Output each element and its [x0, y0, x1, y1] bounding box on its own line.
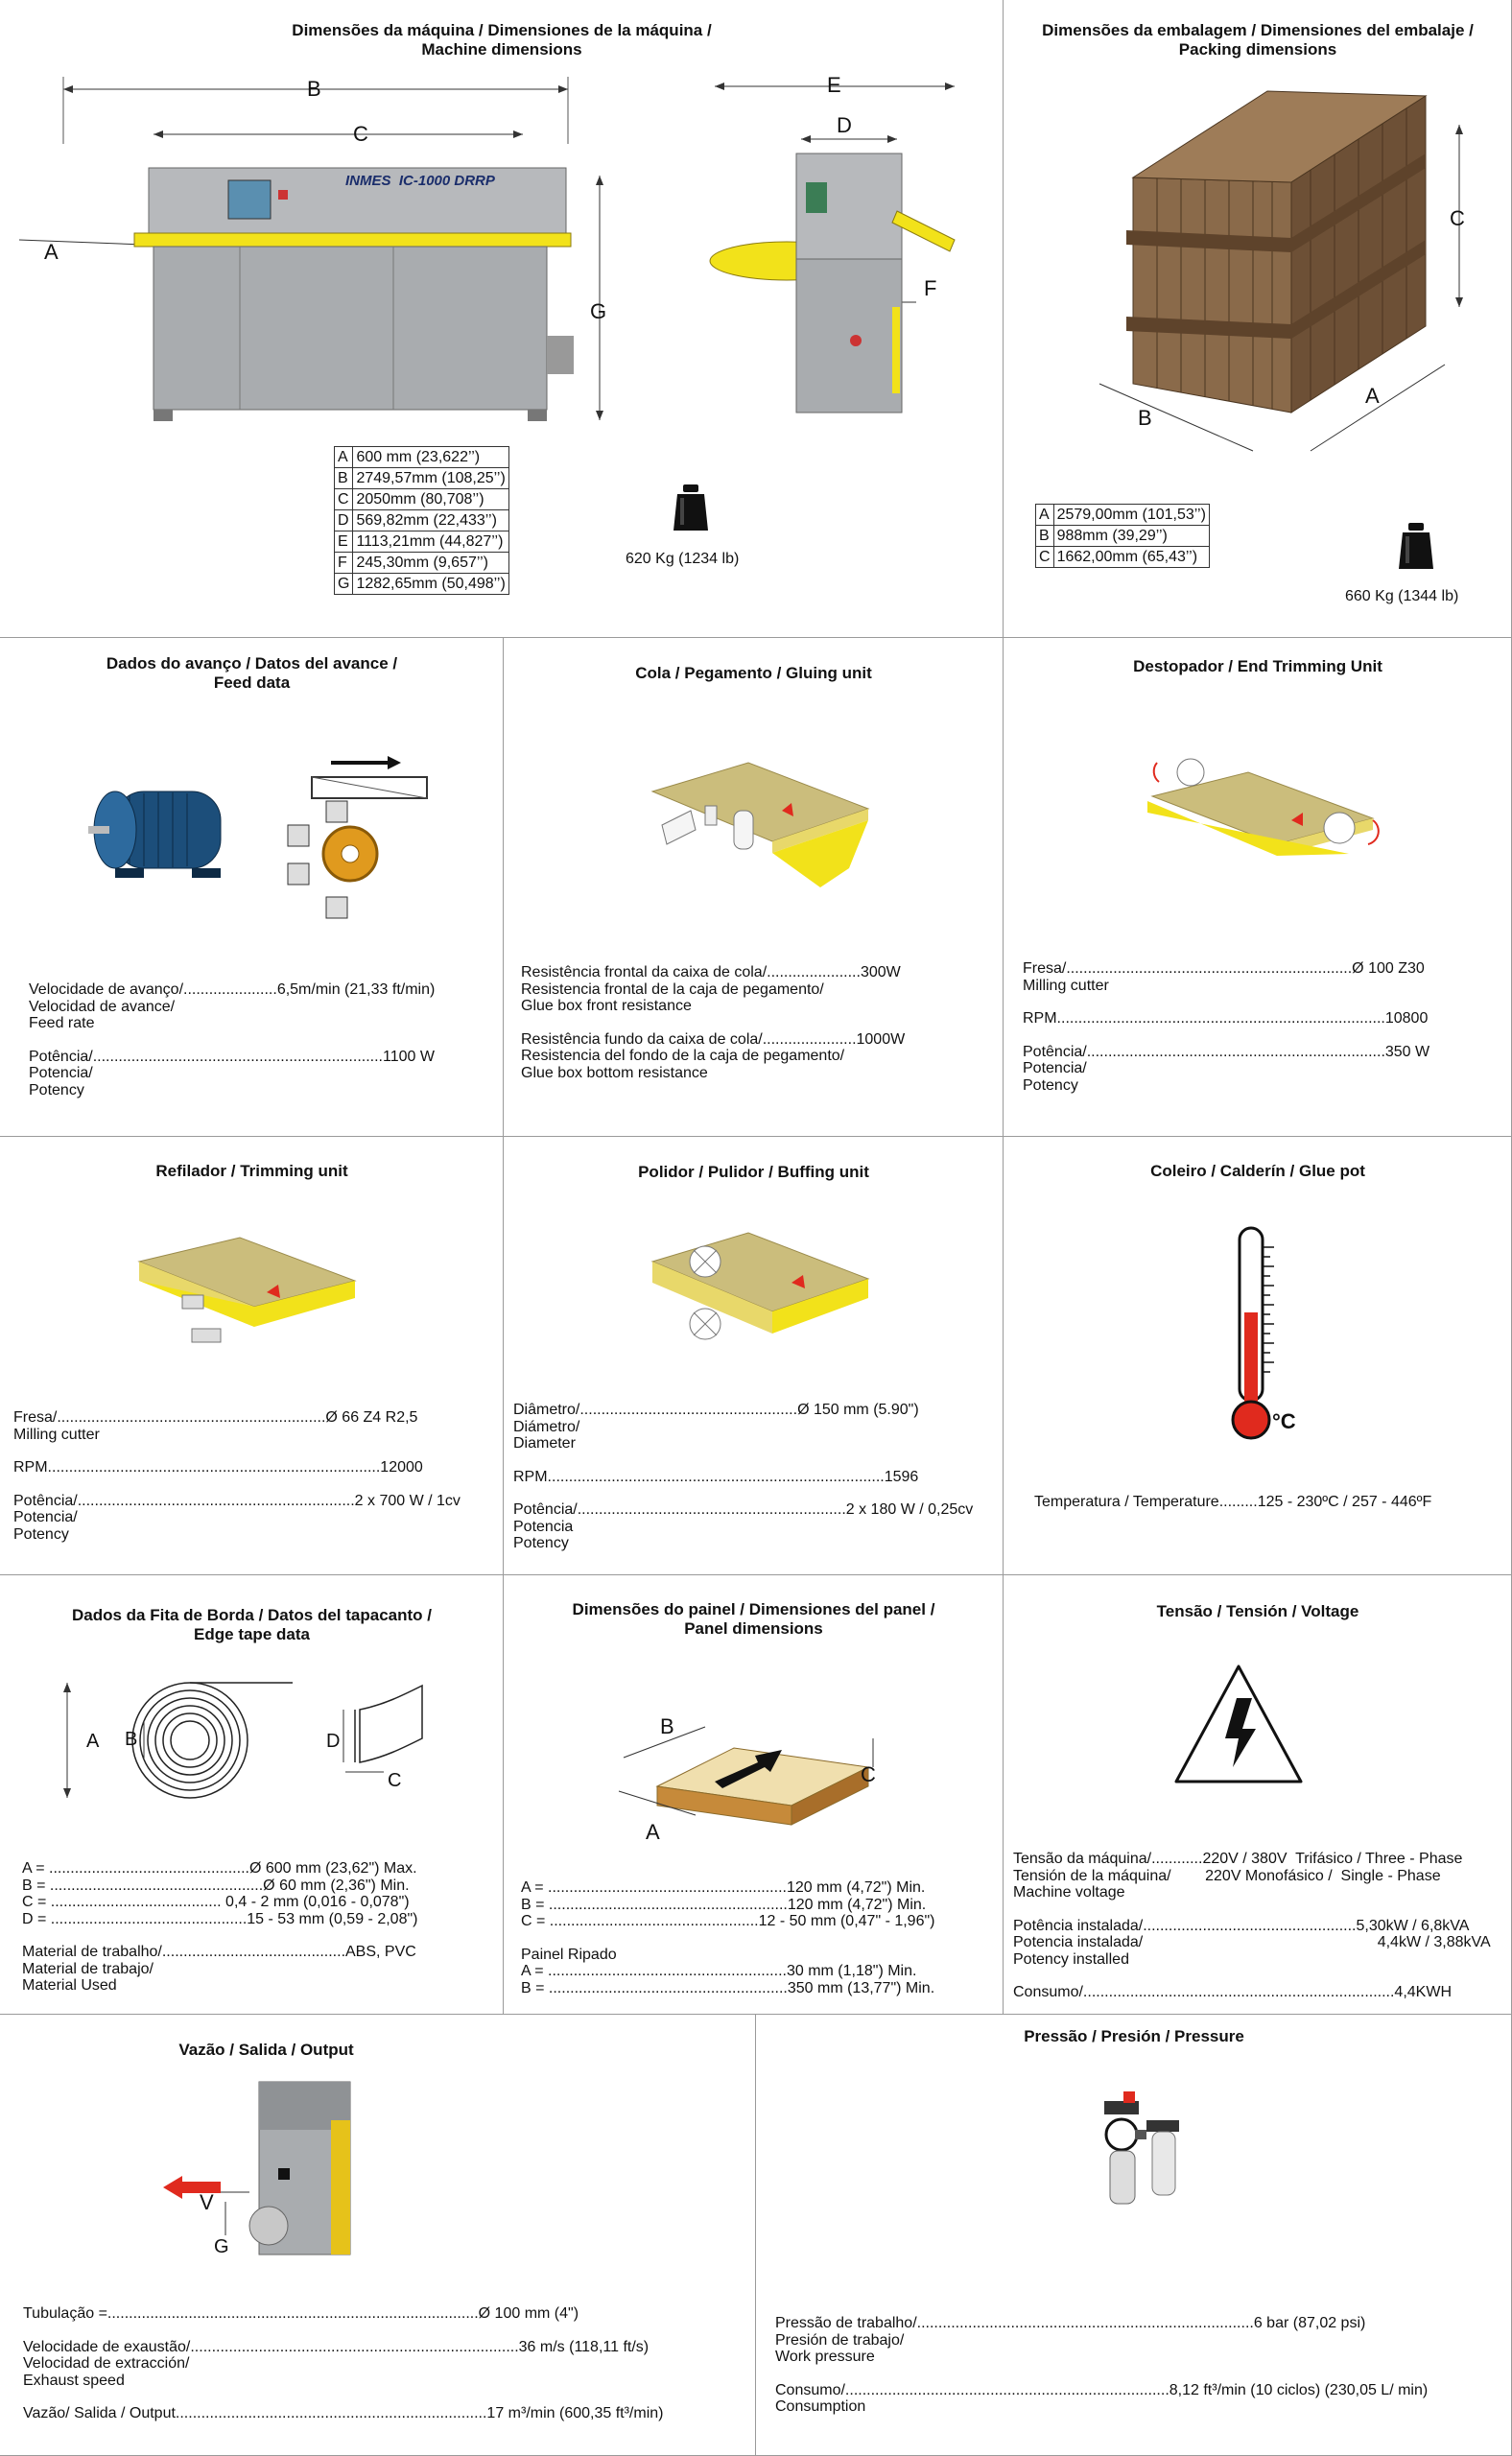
gluing-unit-section [504, 638, 1004, 1137]
dimension-key: B [1036, 526, 1054, 547]
edge-dim-D: D [326, 1731, 341, 1752]
spec-line: Machine voltage [1013, 1884, 1125, 1901]
spec-line [29, 1032, 435, 1049]
edge-tape-coil-illustration [0, 1681, 504, 1815]
panel-dim-B: B [660, 1714, 674, 1738]
machine-dim-G: G [590, 299, 607, 323]
spec-line: Potency [513, 1535, 569, 1551]
pressure-section [756, 2015, 1512, 2456]
spec-line: RPM..............................................................................12000 [13, 1459, 423, 1476]
trimming-unit-specs [13, 1409, 461, 1543]
output-dim-V: V [200, 2190, 214, 2214]
spec-line [521, 1930, 934, 1947]
spec-line: Resistência fundo da caixa de cola/......................1000W [521, 1030, 906, 1048]
machine-dim-B: B [307, 77, 321, 101]
spec-line [1013, 1968, 1491, 1984]
dimension-value: 1113,21mm (44,827’’) [353, 531, 508, 553]
voltage-title: Tensão / Tensión / Voltage [1156, 1602, 1359, 1620]
dimension-key: C [335, 489, 353, 510]
dimension-key: E [335, 531, 353, 553]
spec-line [13, 1476, 461, 1493]
spec-line: RPM.............................................................................10800 [1023, 1010, 1429, 1027]
machine-brand [345, 173, 495, 189]
pressure-specs [775, 2315, 1428, 2416]
dimension-row [335, 531, 509, 553]
spec-line: Potência instalada/..................................................5,30kW / 6,8kVA [1013, 1917, 1470, 1934]
dimension-key: D [335, 510, 353, 531]
spec-line: Velocidade de exaustão/.............................................................................36 m/s (118,11 ft/s) [23, 2338, 650, 2355]
spec-line: Work pressure [775, 2349, 875, 2365]
dimension-value: 2749,57mm (108,25’’) [353, 468, 508, 489]
dimension-key: C [1036, 547, 1054, 568]
dimension-value: 245,30mm (9,657’’) [353, 553, 508, 574]
spec-line: Potency [29, 1081, 84, 1098]
dimension-key: A [335, 447, 353, 468]
dimension-row [335, 468, 509, 489]
edge-dim-A: A [86, 1731, 100, 1752]
dimension-row [335, 510, 509, 531]
weight-icon [1397, 523, 1435, 571]
spec-line: Material Used [22, 1977, 117, 1994]
panel-dim-A: A [646, 1820, 660, 1844]
packing-dimensions-title: Dimensões da embalagem / Dimensiones del embalaje / Packing dimensions [1042, 21, 1474, 59]
buffing-illustration [504, 1204, 1004, 1396]
gluing-unit-title: Cola / Pegamento / Gluing unit [635, 664, 872, 682]
spec-line: Potência/.................................................................2 x 700 W / 1cv [13, 1492, 461, 1509]
dimension-row [1036, 547, 1210, 568]
spec-line: Painel Ripado [521, 1946, 617, 1963]
spec-line: C = .................................................12 - 50 mm (0,47" - 1,96") [521, 1913, 935, 1929]
dimension-row [1036, 505, 1210, 526]
spec-line: Tensión de la máquina/ 220V Monofásico / Single - Phase [1013, 1867, 1441, 1884]
spec-line: Diâmetro/...................................................Ø 150 mm (5.90") [513, 1402, 919, 1418]
panel-dimensions-title: Dimensões do painel / Dimensiones del panel / Panel dimensions [572, 1600, 935, 1638]
packing-dim-A: A [1365, 384, 1380, 408]
edge-tape-title: Dados da Fita de Borda / Datos del tapacanto / Edge tape data [71, 1606, 432, 1643]
spec-line [513, 1452, 973, 1469]
voltage-specs [1013, 1851, 1491, 2001]
spec-line [13, 1443, 461, 1459]
dimension-value: 569,82mm (22,433’’) [353, 510, 508, 531]
spec-line: A = ........................................................120 mm (4,72") Min. [521, 1879, 926, 1896]
spec-line: Feed rate [29, 1015, 95, 1031]
spec-line: Tensão da máquina/............220V / 380V Trifásico / Three - Phase [1013, 1851, 1463, 1867]
dimension-row [335, 489, 509, 510]
dimension-value: 1282,65mm (50,498’’) [353, 574, 508, 595]
spec-line: Resistencia del fondo de la caja de pegamento/ [521, 1048, 845, 1064]
feed-data-section [0, 638, 504, 1137]
spec-line: Potencia instalada/ 4,4kW / 3,88kVA [1013, 1934, 1491, 1950]
machine-dim-A: A [44, 240, 59, 264]
feed-data-specs [29, 981, 435, 1098]
end-trimming-illustration [1004, 724, 1512, 916]
spec-line: D = ..............................................15 - 53 mm (0,59 - 2,08") [22, 1910, 418, 1927]
machine-dimensions-table [334, 446, 509, 595]
machine-dim-D: D [837, 113, 852, 137]
spec-line: Potencia/ [1023, 1060, 1087, 1076]
packing-weight: 660 Kg (1344 lb) [1345, 588, 1459, 604]
spec-line [1023, 1027, 1429, 1044]
output-section [0, 2015, 756, 2456]
dimension-value: 1662,00mm (65,43’’) [1053, 547, 1209, 568]
spec-line: Potencia [513, 1518, 574, 1535]
spec-line: Material de trabalho/...........................................ABS, PVC [22, 1944, 416, 1960]
weight-icon [672, 484, 710, 532]
output-specs [23, 2305, 663, 2422]
glue-pot-spec: Temperatura / Temperature.........125 - 230ºC / 257 - 446ºF [1034, 1494, 1432, 1510]
spec-line: Milling cutter [1023, 977, 1109, 994]
buffing-unit-title: Polidor / Pulidor / Buffing unit [638, 1163, 869, 1181]
gluing-illustration [504, 734, 1004, 926]
edge-dim-B: B [125, 1729, 138, 1750]
pressure-title: Pressão / Presión / Pressure [1024, 2027, 1244, 2045]
spec-line: Potency installed [1013, 1950, 1129, 1968]
spec-line: Diameter [513, 1435, 576, 1452]
spec-line: Material de trabajo/ [22, 1960, 154, 1977]
panel-illustration [504, 1671, 1004, 1844]
spec-line: Potência/....................................................................1100 W [29, 1048, 435, 1065]
packing-dim-B: B [1138, 406, 1152, 430]
dimension-value: 2050mm (80,708’’) [353, 489, 508, 510]
spec-line: Resistencia frontal de la caja de pegamento/ [521, 980, 824, 998]
machine-dim-C: C [353, 122, 368, 146]
spec-line: Pressão de trabalho/...............................................................................6 bar (87,02 psi) [775, 2315, 1366, 2331]
packing-dimensions-section [1004, 0, 1512, 638]
motor-illustration [0, 734, 504, 974]
spec-line: Velocidade de avanço/......................6,5m/min (21,33 ft/min) [29, 981, 436, 998]
end-trimming-specs [1023, 960, 1429, 1094]
spec-line: Milling cutter [13, 1426, 100, 1443]
spec-line: Diámetro/ [513, 1418, 580, 1435]
spec-line [23, 2323, 663, 2339]
dimension-key: F [335, 553, 353, 574]
air-filter-regulator-illustration [1097, 2091, 1231, 2226]
model-name: IC-1000 DRRP [398, 173, 495, 189]
dimension-key: B [335, 468, 353, 489]
trimming-unit-title: Refilador / Trimming unit [155, 1162, 348, 1180]
dimension-value: 600 mm (23,622’’) [353, 447, 508, 468]
spec-line [521, 1015, 905, 1031]
spec-line: Exhaust speed [23, 2372, 125, 2389]
spec-line: Velocidad de avance/ [29, 998, 176, 1015]
spec-line: Presión de trabajo/ [775, 2331, 905, 2349]
buffing-unit-section [504, 1137, 1004, 1575]
spec-line: Potência/......................................................................350 W [1023, 1043, 1430, 1060]
spec-line: Resistência frontal da caixa de cola/......................300W [521, 964, 901, 980]
edge-dim-C: C [388, 1770, 402, 1791]
brand-name: INMES [345, 173, 391, 189]
spec-line [1023, 994, 1429, 1010]
output-title: Vazão / Salida / Output [178, 2041, 354, 2059]
packing-dim-C: C [1450, 206, 1465, 230]
trimming-unit-section [0, 1137, 504, 1575]
high-voltage-icon [1171, 1662, 1306, 1786]
spec-line [775, 2366, 1428, 2382]
spec-line: RPM...............................................................................1596 [513, 1468, 919, 1485]
machine-weight: 620 Kg (1234 lb) [626, 551, 740, 567]
spec-line: Fresa/...................................................................Ø 100 Z30 [1023, 960, 1425, 977]
spec-line: Fresa/...............................................................Ø 66 Z4 R2,5 [13, 1409, 418, 1426]
spec-line [513, 1485, 973, 1501]
spec-line: Consumo/............................................................................8,12 ft³/min (10 ciclos) (230,05 L/ min) [775, 2381, 1429, 2398]
spec-line: Potency [1023, 1076, 1078, 1094]
end-trimming-title: Destopador / End Trimming Unit [1133, 657, 1382, 675]
panel-dimensions-specs [521, 1879, 934, 1996]
dimension-row [1036, 526, 1210, 547]
feed-data-title: Dados do avanço / Datos del avance / Feed data [106, 654, 398, 692]
exhaust-outlet-illustration [154, 2082, 441, 2264]
glue-pot-section [1004, 1137, 1512, 1575]
edge-tape-specs [22, 1860, 417, 1995]
spec-line: Tubulação =.......................................................................................Ø 100 mm (4") [23, 2305, 579, 2322]
machine-dimensions-title: Dimensões da máquina / Dimensiones de la máquina / Machine dimensions [292, 21, 712, 59]
dimension-value: 2579,00mm (101,53’’) [1053, 505, 1209, 526]
glue-pot-title: Coleiro / Calderín / Glue pot [1150, 1162, 1365, 1180]
panel-dim-C: C [861, 1762, 876, 1786]
spec-line: A = ........................................................30 mm (1,18") Min. [521, 1963, 917, 1979]
spec-line: Consumption [775, 2398, 866, 2415]
spec-line: B = ........................................................350 mm (13,77") Min. [521, 1979, 935, 1996]
spec-line [22, 1927, 417, 1944]
spec-line [1013, 1901, 1491, 1918]
dimension-row [335, 553, 509, 574]
spec-line: Glue box front resistance [521, 998, 692, 1014]
dimension-row [335, 574, 509, 595]
spec-line: C = ........................................ 0,4 - 2 mm (0,016 - 0,078") [22, 1894, 410, 1910]
spec-line: Vazão/ Salida / Output.........................................................................17 m³/min (600,35 ft³/min) [23, 2405, 664, 2421]
spec-line: Velocidad de extracción/ [23, 2355, 190, 2372]
spec-line: Glue box bottom resistance [521, 1064, 708, 1081]
dimension-value: 988mm (39,29’’) [1053, 526, 1209, 547]
spec-line: Potencia/ [29, 1065, 93, 1081]
spec-line: Consumo/.........................................................................4,4KWH [1013, 1984, 1452, 2000]
packing-dimensions-table [1035, 504, 1210, 568]
dimension-key: G [335, 574, 353, 595]
spec-line: B = ........................................................120 mm (4,72") Min. [521, 1896, 927, 1913]
panel-dimensions-section [504, 1575, 1004, 2015]
trimming-illustration [0, 1204, 504, 1396]
machine-dim-F: F [924, 276, 937, 300]
spec-line: Potency [13, 1525, 69, 1543]
spec-line: A = ...............................................Ø 600 mm (23,62") Max. [22, 1860, 417, 1877]
dimension-key: A [1036, 505, 1054, 526]
spec-line: Potencia/ [13, 1509, 78, 1525]
voltage-section [1004, 1575, 1512, 2015]
buffing-unit-specs [513, 1402, 973, 1552]
spec-line: B = ..................................................Ø 60 mm (2,36") Min. [22, 1877, 410, 1894]
end-trimming-section [1004, 638, 1512, 1137]
machine-dimensions-section [0, 0, 1004, 638]
dimension-row [335, 447, 509, 468]
machine-dim-E: E [827, 73, 841, 97]
output-dim-G: G [214, 2236, 229, 2257]
spec-line: Potência/...............................................................2 x 180 W / 0,25cv [513, 1501, 974, 1518]
celsius-unit: °C [1272, 1409, 1296, 1433]
spec-line [23, 2389, 663, 2405]
edge-tape-section [0, 1575, 504, 2015]
gluing-unit-specs [521, 964, 905, 1081]
